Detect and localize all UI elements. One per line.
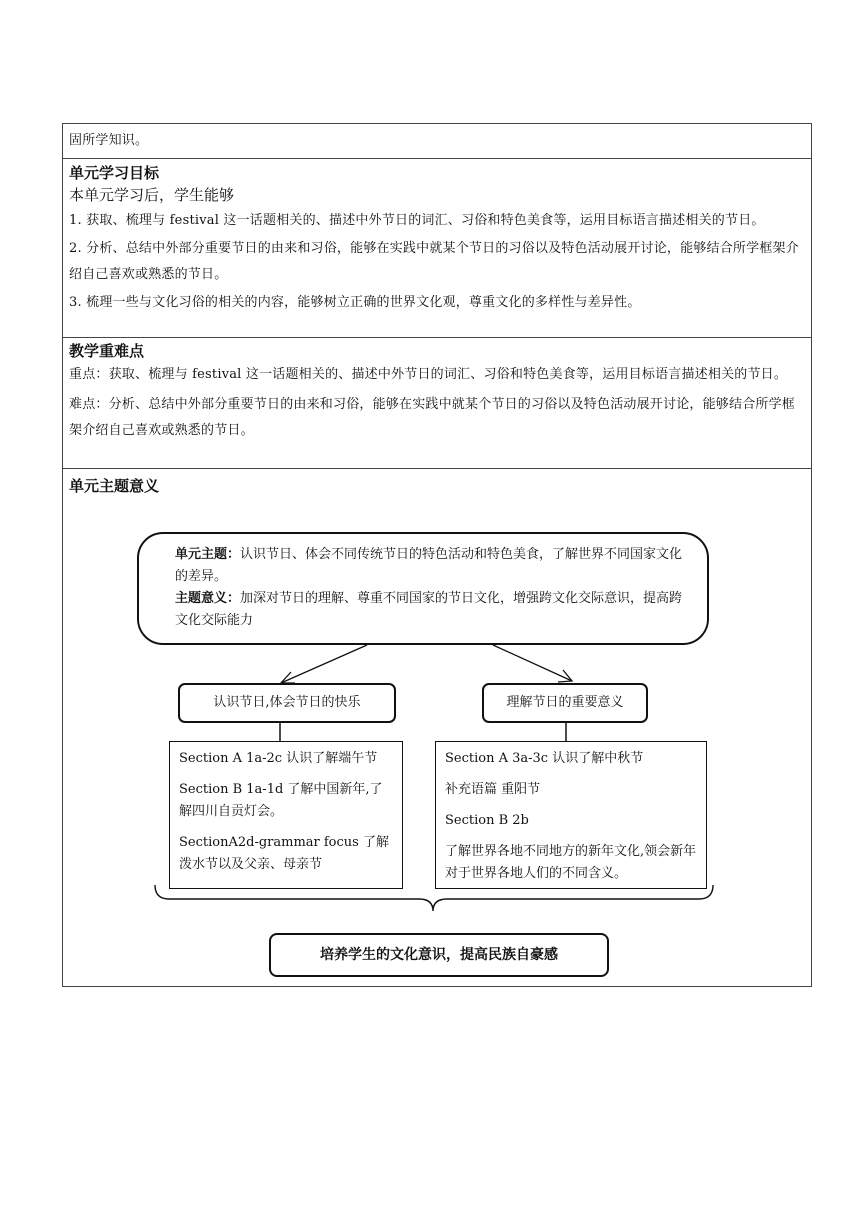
theme-text: 认识节日、体会不同传统节日的特色活动和特色美食，了解世界不同国家文化的差异。 bbox=[175, 547, 683, 584]
right-section-item: 补充语篇 重阳节 bbox=[445, 782, 541, 797]
unit-theme-box bbox=[137, 532, 709, 645]
key-point-difficulty: 难点：分析、总结中外部分重要节日的由来和习俗，能够在实践中就某个节日的习俗以及特色活动展开讨论，能够结合所学框架介绍自己喜欢或熟悉的节日。 bbox=[69, 397, 796, 438]
theme-diagram bbox=[69, 497, 807, 977]
meaning-heading: 单元主题意义 bbox=[69, 477, 160, 495]
right-section-item: 了解世界各地不同地方的新年文化,领会新年对于世界各地人们的不同含义。 bbox=[445, 844, 697, 881]
key-point-focus: 重点：获取、梳理与 festival 这一话题相关的、描述中外节日的词汇、习俗和特色美食等，运用目标语言描述相关的节日。 bbox=[69, 367, 788, 382]
objective-item-3: 3. 梳理一些与文化习俗的相关的内容，能够树立正确的世界文化观，尊重文化的多样性与差异性。 bbox=[69, 295, 641, 310]
left-section-item: Section A 1a-2c 认识了解端午节 bbox=[179, 751, 378, 766]
lesson-plan-table bbox=[62, 123, 812, 987]
key-points-heading: 教学重难点 bbox=[69, 342, 145, 360]
meaning-text: 加深对节日的理解、尊重不同国家的节日文化，增强跨文化交际意识，提高跨文化交际能力 bbox=[175, 591, 683, 628]
recognize-festivals-pill: 认识节日,体会节日的快乐 bbox=[178, 683, 396, 723]
right-sections-box bbox=[435, 741, 707, 889]
row-previous-continuation bbox=[63, 124, 811, 158]
left-section-item: SectionA2d-grammar focus 了解泼水节以及父亲、母亲节 bbox=[179, 835, 389, 872]
continuation-text: 固所学知识。 bbox=[69, 133, 149, 148]
arrow-right bbox=[493, 645, 572, 681]
row-learning-objectives bbox=[63, 158, 811, 337]
left-sections-box bbox=[169, 741, 403, 889]
conclusion-box: 培养学生的文化意识，提高民族自豪感 bbox=[269, 933, 609, 977]
objective-item-1: 1. 获取、梳理与 festival 这一话题相关的、描述中外节日的词汇、习俗和特色美食等，运用目标语言描述相关的节日。 bbox=[69, 213, 765, 228]
row-unit-meaning bbox=[63, 468, 811, 986]
understand-significance-pill: 理解节日的重要意义 bbox=[482, 683, 648, 723]
right-section-item: Section A 3a-3c 认识了解中秋节 bbox=[445, 751, 644, 766]
row-key-points bbox=[63, 337, 811, 468]
theme-label: 单元主题： bbox=[175, 547, 241, 562]
meaning-label: 主题意义： bbox=[175, 591, 241, 606]
objectives-intro: 本单元学习后，学生能够 bbox=[69, 186, 235, 204]
objective-item-2: 2. 分析、总结中外部分重要节日的由来和习俗，能够在实践中就某个节日的习俗以及特色活动展开讨论，能够结合所学框架介绍自己喜欢或熟悉的节日。 bbox=[69, 241, 799, 282]
arrow-left bbox=[281, 645, 367, 683]
left-section-item: Section B 1a-1d 了解中国新年,了解四川自贡灯会。 bbox=[179, 782, 383, 819]
objectives-heading: 单元学习目标 bbox=[69, 164, 160, 182]
right-section-item: Section B 2b bbox=[445, 813, 529, 828]
